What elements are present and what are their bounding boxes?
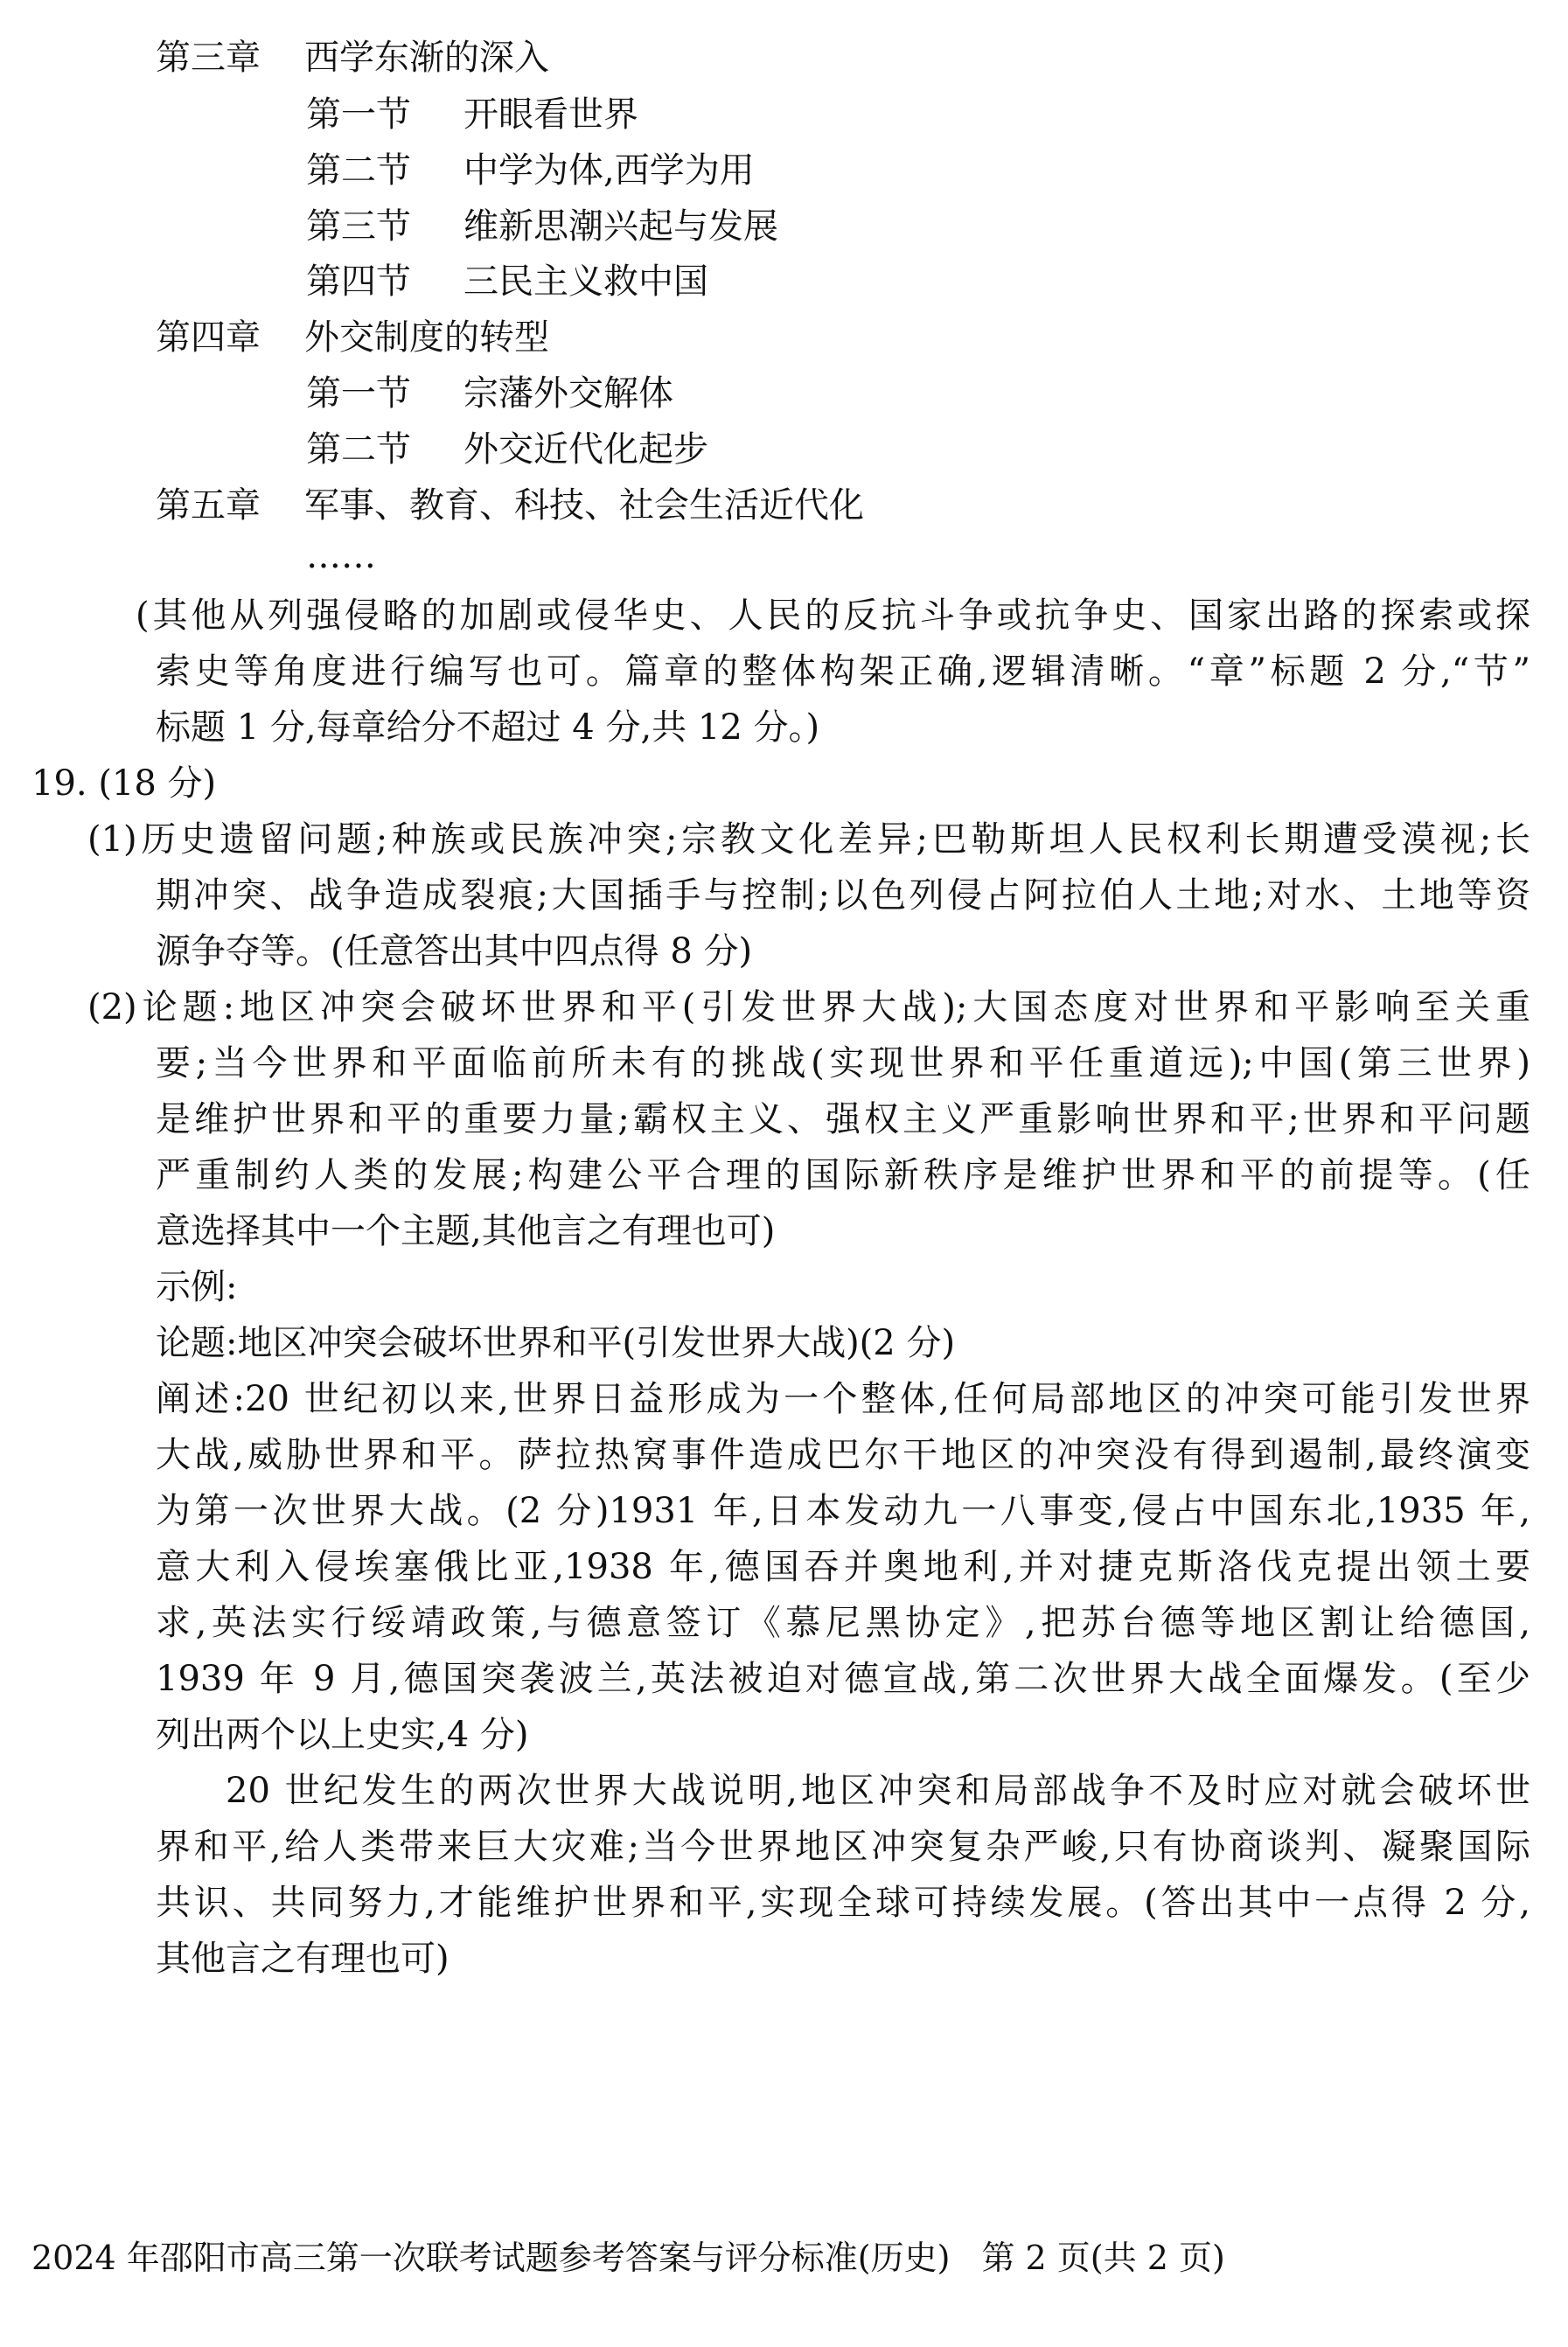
q19-conclusion-line-3: 共识、共同努力,才能维护世界和平,实现全球可持续发展。(答出其中一点得 2 分, bbox=[156, 1883, 1530, 1923]
section-title: 三民主义救中国 bbox=[463, 261, 708, 302]
q19-header: 19. (18 分) bbox=[31, 763, 217, 804]
chapter3-title: 西学东渐的深入 bbox=[304, 38, 549, 78]
q19-part1-line-3: 源争夺等。(任意答出其中四点得 8 分) bbox=[156, 931, 753, 972]
outline-note-line-2: 索史等角度进行编写也可。篇章的整体构架正确,逻辑清晰。“章”标题 2 分,“节” bbox=[156, 651, 1530, 692]
section-code: 第一节 bbox=[306, 94, 411, 135]
q19-part1-line-2: 期冲突、战争造成裂痕;大国插手与控制;以色列侵占阿拉伯人土地;对水、土地等资 bbox=[156, 875, 1530, 916]
section-code: 第三节 bbox=[306, 206, 411, 247]
chapter4-heading bbox=[156, 315, 549, 360]
q19-part1-line-1: (1)历史遗留问题;种族或民族冲突;宗教文化差异;巴勒斯坦人民权利长期遭受漠视;长 bbox=[87, 819, 1530, 860]
chapter5-code: 第五章 bbox=[156, 485, 261, 526]
chapter4-title: 外交制度的转型 bbox=[304, 317, 549, 358]
section-code: 第四节 bbox=[306, 261, 411, 302]
footer-page-number: 第 2 页(共 2 页) bbox=[981, 2239, 1225, 2277]
ch4-section-1 bbox=[306, 371, 673, 416]
ch3-section-4 bbox=[306, 259, 708, 304]
q19-exposition-line-3: 为第一次世界大战。(2 分)1931 年,日本发动九一八事变,侵占中国东北,1935 年, bbox=[156, 1491, 1530, 1531]
chapter5-heading bbox=[156, 483, 864, 528]
chapter5-title: 军事、教育、科技、社会生活近代化 bbox=[304, 485, 864, 526]
q19-exposition-line-4: 意大利入侵埃塞俄比亚,1938 年,德国吞并奥地利,并对捷克斯洛伐克提出领土要 bbox=[156, 1547, 1530, 1587]
ch3-section-2 bbox=[306, 148, 755, 193]
section-code: 第二节 bbox=[306, 150, 411, 191]
q19-example-label: 示例: bbox=[156, 1267, 238, 1307]
chapter3-heading bbox=[156, 35, 549, 80]
q19-part2-line-3: 是维护世界和平的重要力量;霸权主义、强权主义严重影响世界和平;世界和平问题 bbox=[156, 1099, 1530, 1139]
section-title: 外交近代化起步 bbox=[463, 429, 708, 470]
outline-note-line-3: 标题 1 分,每章给分不超过 4 分,共 12 分。) bbox=[156, 707, 820, 748]
q19-part2-line-4: 严重制约人类的发展;构建公平合理的国际新秩序是维护世界和平的前提等。(任 bbox=[156, 1155, 1530, 1195]
chapter3-code: 第三章 bbox=[156, 38, 261, 78]
section-title: 中学为体,西学为用 bbox=[463, 150, 755, 191]
section-code: 第二节 bbox=[306, 429, 411, 470]
q19-thesis: 论题:地区冲突会破坏世界和平(引发世界大战)(2 分) bbox=[156, 1323, 956, 1363]
section-title: 开眼看世界 bbox=[463, 94, 638, 135]
footer-title: 2024 年邵阳市高三第一次联考试题参考答案与评分标准(历史) bbox=[31, 2239, 951, 2277]
page-footer bbox=[31, 2235, 1225, 2281]
section-code: 第一节 bbox=[306, 373, 411, 414]
chapter4-code: 第四章 bbox=[156, 317, 261, 358]
q19-conclusion-line-4: 其他言之有理也可) bbox=[156, 1939, 449, 1979]
q19-exposition-line-1: 阐述:20 世纪初以来,世界日益形成为一个整体,任何局部地区的冲突可能引发世界 bbox=[156, 1379, 1530, 1419]
outline-note-line-1: (其他从列强侵略的加剧或侵华史、人民的反抗斗争或抗争史、国家出路的探索或探 bbox=[136, 595, 1530, 636]
q19-exposition-line-5: 求,英法实行绥靖政策,与德意签订《慕尼黑协定》,把苏台德等地区割让给德国, bbox=[156, 1603, 1530, 1643]
ch4-section-2 bbox=[306, 427, 708, 472]
outline-ellipsis: …… bbox=[306, 536, 376, 576]
q19-conclusion-line-1: 20 世纪发生的两次世界大战说明,地区冲突和局部战争不及时应对就会破坏世 bbox=[226, 1771, 1530, 1811]
section-title: 维新思潮兴起与发展 bbox=[463, 206, 778, 247]
q19-part2-line-2: 要;当今世界和平面临前所未有的挑战(实现世界和平任重道远);中国(第三世界) bbox=[156, 1043, 1530, 1083]
ch3-section-1 bbox=[306, 92, 638, 137]
q19-exposition-line-2: 大战,威胁世界和平。萨拉热窝事件造成巴尔干地区的冲突没有得到遏制,最终演变 bbox=[156, 1435, 1530, 1475]
q19-exposition-line-7: 列出两个以上史实,4 分) bbox=[156, 1715, 529, 1755]
q19-part2-line-1: (2)论题:地区冲突会破坏世界和平(引发世界大战);大国态度对世界和平影响至关重 bbox=[87, 987, 1530, 1027]
q19-conclusion-line-2: 界和平,给人类带来巨大灾难;当今世界地区冲突复杂严峻,只有协商谈判、凝聚国际 bbox=[156, 1827, 1530, 1867]
q19-exposition-line-6: 1939 年 9 月,德国突袭波兰,英法被迫对德宣战,第二次世界大战全面爆发。(至少 bbox=[156, 1659, 1530, 1699]
section-title: 宗藩外交解体 bbox=[463, 373, 673, 414]
ch3-section-3 bbox=[306, 204, 778, 249]
q19-part2-line-5: 意选择其中一个主题,其他言之有理也可) bbox=[156, 1211, 776, 1251]
